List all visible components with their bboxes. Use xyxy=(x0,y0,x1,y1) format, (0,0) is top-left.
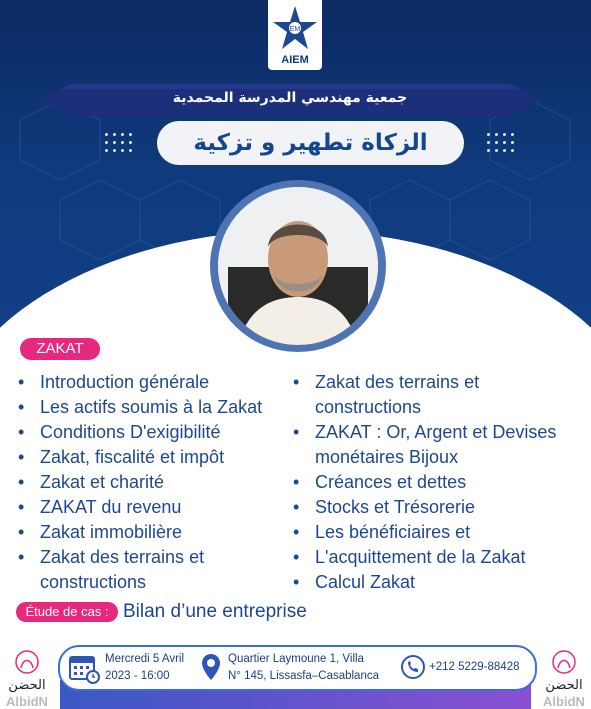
list-item: • Créances et dettes xyxy=(293,470,556,495)
list-item: • ZAKAT du revenu xyxy=(18,495,262,520)
phone-number: +212 5229-88428 xyxy=(429,661,520,673)
speaker-photo xyxy=(218,187,378,345)
event-title-text: الزكاة تطهير و تزكية xyxy=(193,130,428,156)
list-item: • Zakat et charité xyxy=(18,470,262,495)
list-item: monétaires Bijoux xyxy=(315,447,459,467)
calendar-icon xyxy=(68,652,100,684)
list-item: • Stocks et Trésorerie xyxy=(293,495,556,520)
albidn-latin: AlbidN xyxy=(543,694,585,709)
list-item: • Zakat des terrains et xyxy=(18,545,262,570)
event-info-card xyxy=(58,645,537,691)
dots-decoration-left xyxy=(105,133,133,155)
list-item: • Les bénéficiaires et xyxy=(293,520,556,545)
star-logo-icon xyxy=(272,4,318,54)
list-item: constructions xyxy=(40,572,147,592)
svg-text:EM: EM xyxy=(289,26,301,33)
date-line1: Mercredi 5 Avril xyxy=(105,653,185,665)
list-item: • ZAKAT : Or, Argent et Devises xyxy=(293,420,556,445)
association-ribbon xyxy=(40,84,540,116)
topics-right-list xyxy=(293,370,556,595)
albidn-mark-icon xyxy=(7,648,47,678)
albidn-latin: AlbidN xyxy=(6,694,48,709)
albidn-mark-icon xyxy=(544,648,584,678)
address-line2: N° 145, Lissasfa–Casablanca xyxy=(228,670,379,682)
date-line2: 2023 - 16:00 xyxy=(105,670,170,682)
phone-icon xyxy=(400,654,426,680)
list-item: • L'acquittement de la Zakat xyxy=(293,545,556,570)
location-pin-icon xyxy=(200,652,222,684)
albidn-arabic: الحضن xyxy=(8,678,46,693)
list-item: • Zakat immobilière xyxy=(18,520,262,545)
albidn-logo-right xyxy=(539,648,589,708)
albidn-arabic: الحضن xyxy=(545,678,583,693)
aiem-logo xyxy=(268,0,322,70)
list-item: • Introduction générale xyxy=(18,370,262,395)
list-item: • Calcul Zakat xyxy=(293,570,556,595)
topics-left-list xyxy=(18,370,262,595)
case-study-value: Bilan d’une entreprise xyxy=(123,601,307,622)
list-item: • Conditions D'exigibilité xyxy=(18,420,262,445)
list-item: • Zakat des terrains et xyxy=(293,370,556,395)
zakat-tag: ZAKAT xyxy=(20,338,100,360)
list-item: • Zakat, fiscalité et impôt xyxy=(18,445,262,470)
list-item: constructions xyxy=(315,397,422,417)
logo-text: AIEM xyxy=(281,54,309,66)
event-title xyxy=(157,121,464,165)
case-study-label: Étude de cas : xyxy=(16,602,118,622)
list-item: • Les actifs soumis à la Zakat xyxy=(18,395,262,420)
address-line1: Quartier Laymoune 1, Villa xyxy=(228,653,364,665)
association-name: جمعية مهندسي المدرسة المحمدية xyxy=(172,90,408,106)
albidn-logo-left xyxy=(2,648,52,708)
dots-decoration-right xyxy=(487,133,515,155)
